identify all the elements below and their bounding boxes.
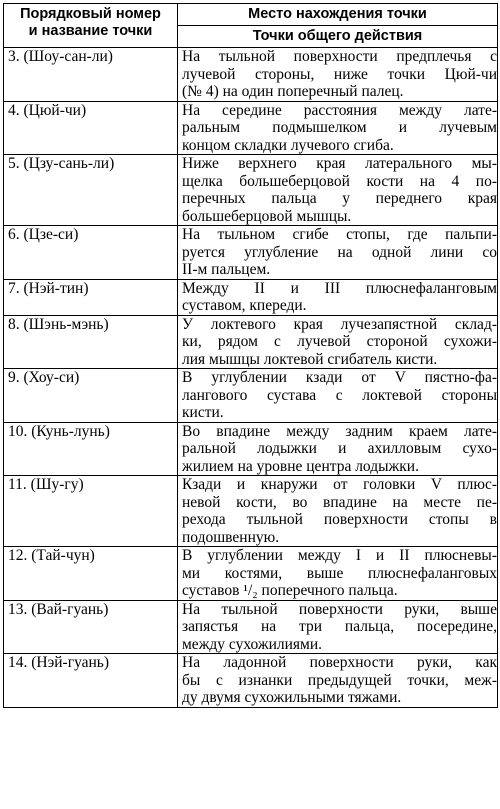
point-name: 11. (Шу-гу) <box>4 476 178 547</box>
location-line: У локтевого края лучезапястной склад- <box>182 315 497 333</box>
point-location <box>178 279 498 315</box>
location-line: невой кости, во впадине на месте пе- <box>182 493 497 511</box>
location-line: лучевой стороны, ниже точки Цюй-чи <box>182 65 497 83</box>
point-name: 5. (Цзу-сань-ли) <box>4 155 178 226</box>
location-line: ми костями, выше плюснефаланговых <box>182 564 497 582</box>
location-line: (№ 4) на один поперечный палец. <box>182 83 404 100</box>
location-line: На тыльной поверхности руки, выше <box>182 600 497 618</box>
point-name: 7. (Нэй-тин) <box>4 279 178 315</box>
location-line: большеберцовой мышцы. <box>182 207 352 225</box>
table-row <box>4 279 498 315</box>
point-name: 12. (Тай-чун) <box>4 547 178 601</box>
location-line: Кзади и кнаружи от головки V плюс- <box>182 476 497 493</box>
table-row <box>4 48 498 102</box>
location-line: II-м пальцем. <box>182 261 271 278</box>
table-row <box>4 547 498 601</box>
table-row <box>4 155 498 226</box>
location-line: Во впадине между задним краем лате- <box>182 422 497 440</box>
point-location <box>178 155 498 226</box>
point-location <box>178 315 498 369</box>
point-name: 13. (Вай-гуань) <box>4 600 178 654</box>
location-line: ки, рядом с лучевой стороной сухожи- <box>182 333 497 350</box>
table-row <box>4 226 498 280</box>
location-line: запястья на три пальца, посередине, <box>182 618 497 635</box>
point-location <box>178 101 498 155</box>
column-header-location: Место нахождения точки <box>178 4 498 26</box>
location-line: кисти. <box>182 404 224 421</box>
location-line: Ниже верхнего края латерального мы- <box>182 155 497 172</box>
location-line: ральной лодыжки и ахилловым сухо- <box>182 440 497 457</box>
point-location <box>178 422 498 476</box>
table-body <box>4 48 498 708</box>
location-line: В углублении кзади от V пястно-фа- <box>182 369 497 386</box>
location-line: На тыльном сгибе стопы, где пальпи- <box>182 226 497 243</box>
location-line: подошвенную. <box>182 528 280 546</box>
location-line: Между II и III плюснефаланговым <box>182 279 497 297</box>
point-location <box>178 547 498 601</box>
table-row <box>4 654 498 708</box>
point-location <box>178 226 498 280</box>
location-line: ду двумя сухожильными тяжами. <box>182 689 402 706</box>
points-table <box>3 3 498 708</box>
point-name: 14. (Нэй-гуань) <box>4 654 178 708</box>
location-line: На тыльной поверхности предплечья с <box>182 48 497 65</box>
point-location <box>178 369 498 423</box>
location-line: жилием на уровне центра лодыжки. <box>182 457 419 475</box>
location-line: На середине расстояния между лате- <box>182 101 497 119</box>
point-location <box>178 600 498 654</box>
location-line: между сухожилиями. <box>182 635 322 653</box>
point-location <box>178 476 498 547</box>
table-row <box>4 101 498 155</box>
table-row <box>4 476 498 547</box>
location-line: лангового сустава с локтевой стороны <box>182 386 497 404</box>
point-name: 9. (Хоу-си) <box>4 369 178 423</box>
location-line: В углублении между I и II плюсневы- <box>182 547 497 564</box>
location-line: На ладонной поверхности руки, как <box>182 654 497 671</box>
point-name: 4. (Цюй-чи) <box>4 101 178 155</box>
table-row <box>4 422 498 476</box>
point-location <box>178 48 498 102</box>
location-line: лия мышцы локтевой сгибатель кисти. <box>182 350 438 368</box>
point-name: 6. (Цзе-си) <box>4 226 178 280</box>
location-line: суставов ¹/₂ поперечного пальца. <box>182 582 398 599</box>
location-line: бы с изнанки предыдущей точки, меж- <box>182 671 497 689</box>
location-line: рехода тыльной поверхности стопы в <box>182 511 497 528</box>
location-line: ральным подмышелком и лучевым <box>182 119 497 136</box>
location-line: суставом, кпереди. <box>182 297 307 314</box>
table-row <box>4 315 498 369</box>
location-line: перечных пальца у переднего края <box>182 190 497 207</box>
location-line: руется углубление на одной лини со <box>182 243 497 261</box>
location-line: концом складки лучевого сгиба. <box>182 136 394 154</box>
location-line: щелка большеберцовой кости на 4 по- <box>182 172 497 190</box>
point-name: 10. (Кунь-лунь) <box>4 422 178 476</box>
table-row <box>4 369 498 423</box>
point-name: 3. (Шоу-сан-ли) <box>4 48 178 102</box>
point-location <box>178 654 498 708</box>
point-name: 8. (Шэнь-мэнь) <box>4 315 178 369</box>
column-header-number-name: Порядковый номер и название точки <box>4 4 178 48</box>
subheader-general-points: Точки общего действия <box>178 26 498 48</box>
table-row <box>4 600 498 654</box>
